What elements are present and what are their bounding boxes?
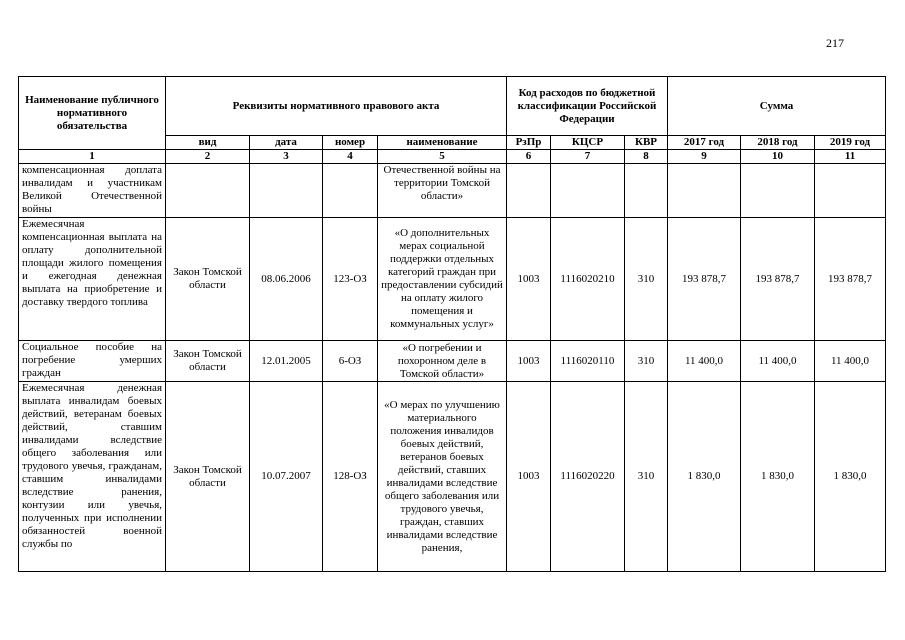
column-number: 2 xyxy=(166,150,250,164)
rzpr-cell: 1003 xyxy=(507,218,551,341)
header-act-details: Реквизиты нормативного правового акта xyxy=(166,77,507,136)
page-number: 217 xyxy=(826,36,844,50)
table-row xyxy=(19,341,886,382)
subheader-kcsr: КЦСР xyxy=(551,136,625,150)
column-number: 3 xyxy=(250,150,323,164)
act-name-cell: Отечественной войны на территории Томской области» xyxy=(378,164,507,218)
header-sum: Сумма xyxy=(668,77,886,136)
obligations-table xyxy=(18,76,886,572)
sum-2018-cell: 1 830,0 xyxy=(741,382,815,572)
act-number-cell: 123-ОЗ xyxy=(323,218,378,341)
obligation-cell: компенсационная доплата инвалидам и участникам Великой Отечественной войны xyxy=(19,164,166,218)
kcsr-cell: 1116020210 xyxy=(551,218,625,341)
act-type-cell: Закон Томской области xyxy=(166,218,250,341)
header-budget-code: Код расходов по бюджетной классификации Российской Федерации xyxy=(507,77,668,136)
act-type-cell xyxy=(166,164,250,218)
sum-2017-cell: 1 830,0 xyxy=(668,382,741,572)
kcsr-cell: 1116020220 xyxy=(551,382,625,572)
act-type-cell: Закон Томской области xyxy=(166,341,250,382)
table-row xyxy=(19,164,886,218)
obligation-cell: Социальное пособие на погребение умерших граждан xyxy=(19,341,166,382)
sum-2018-cell: 11 400,0 xyxy=(741,341,815,382)
table-row xyxy=(19,218,886,341)
subheader-2019: 2019 год xyxy=(815,136,886,150)
subheader-type: вид xyxy=(166,136,250,150)
subheader-rzpr: РзПр xyxy=(507,136,551,150)
subheader-2018: 2018 год xyxy=(741,136,815,150)
subheader-number: номер xyxy=(323,136,378,150)
act-number-cell: 6-ОЗ xyxy=(323,341,378,382)
column-number: 11 xyxy=(815,150,886,164)
sum-2019-cell: 11 400,0 xyxy=(815,341,886,382)
kcsr-cell xyxy=(551,164,625,218)
act-name-cell: «О дополнительных мерах социальной поддержки отдельных категорий граждан при предоставлении субсидий на оплату жилого помещения и коммунальных услуг» xyxy=(378,218,507,341)
column-number-row xyxy=(19,150,886,164)
act-date-cell: 10.07.2007 xyxy=(250,382,323,572)
column-number: 6 xyxy=(507,150,551,164)
sum-2019-cell: 193 878,7 xyxy=(815,218,886,341)
kvr-cell: 310 xyxy=(625,218,668,341)
sum-2018-cell xyxy=(741,164,815,218)
header-obligation-name: Наименование публичного нормативного обязательства xyxy=(19,77,166,150)
subheader-kvr: КВР xyxy=(625,136,668,150)
act-type-cell: Закон Томской области xyxy=(166,382,250,572)
sum-2017-cell: 193 878,7 xyxy=(668,218,741,341)
column-number: 5 xyxy=(378,150,507,164)
subheader-act-name: наименование xyxy=(378,136,507,150)
act-name-cell: «О мерах по улучшению материального положения инвалидов боевых действий, ветеранов боевых действий, ставших инвалидами вследствие общего заболевания или трудового увечья, граждан, ставших инвалидами вследствие ранения, xyxy=(378,382,507,572)
rzpr-cell: 1003 xyxy=(507,341,551,382)
kcsr-cell: 1116020110 xyxy=(551,341,625,382)
kvr-cell xyxy=(625,164,668,218)
act-number-cell xyxy=(323,164,378,218)
act-date-cell: 12.01.2005 xyxy=(250,341,323,382)
sum-2017-cell xyxy=(668,164,741,218)
rzpr-cell xyxy=(507,164,551,218)
column-number: 8 xyxy=(625,150,668,164)
act-number-cell: 128-ОЗ xyxy=(323,382,378,572)
column-number: 10 xyxy=(741,150,815,164)
column-number: 4 xyxy=(323,150,378,164)
act-name-cell: «О погребении и похоронном деле в Томской области» xyxy=(378,341,507,382)
kvr-cell: 310 xyxy=(625,341,668,382)
rzpr-cell: 1003 xyxy=(507,382,551,572)
column-number: 9 xyxy=(668,150,741,164)
kvr-cell: 310 xyxy=(625,382,668,572)
column-number: 7 xyxy=(551,150,625,164)
act-date-cell xyxy=(250,164,323,218)
sum-2017-cell: 11 400,0 xyxy=(668,341,741,382)
sum-2018-cell: 193 878,7 xyxy=(741,218,815,341)
sum-2019-cell xyxy=(815,164,886,218)
subheader-date: дата xyxy=(250,136,323,150)
sum-2019-cell: 1 830,0 xyxy=(815,382,886,572)
obligation-cell: Ежемесячная денежная выплата инвалидам боевых действий, ветеранам боевых действий, ставшим инвалидами вследствие общего заболевания или трудового увечья, гражданам, ставшим инвалидами вследствие ранения, контузии или увечья, полученных при исполнении обязанностей военной службы по xyxy=(19,382,166,572)
subheader-2017: 2017 год xyxy=(668,136,741,150)
table-row xyxy=(19,382,886,572)
act-date-cell: 08.06.2006 xyxy=(250,218,323,341)
column-number: 1 xyxy=(19,150,166,164)
obligation-cell: Ежемесячная компенсационная выплата на оплату дополнительной площади жилого помещения и ежегодная денежная выплата на приобретение и доставку твердого топлива xyxy=(19,218,166,341)
